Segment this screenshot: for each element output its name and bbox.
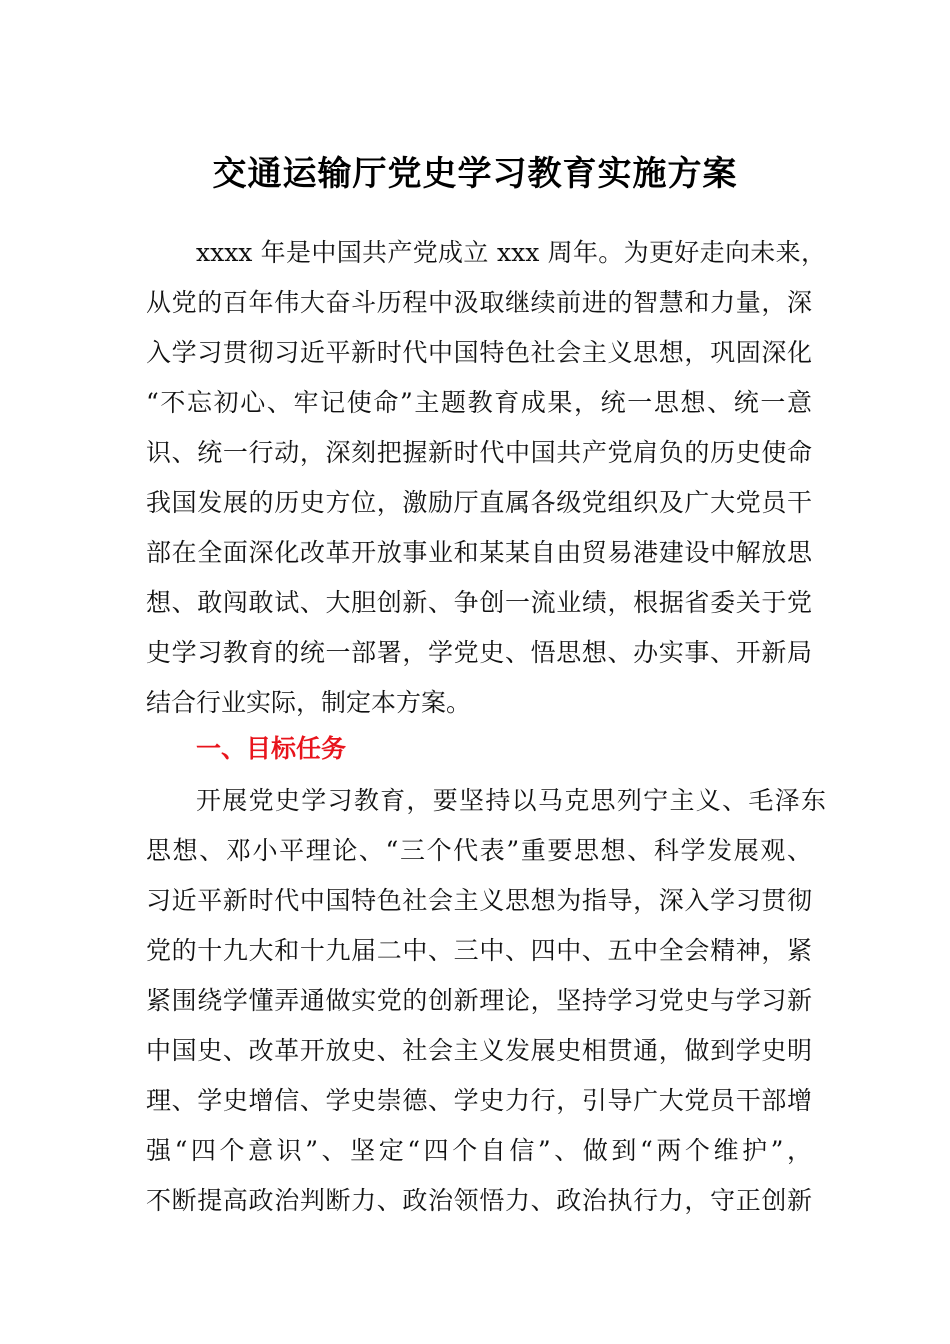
section-heading: 一、目标任务: [196, 734, 347, 763]
intro-line: 结合行业实际，制定本方案。: [146, 688, 472, 717]
document-title: 交通运输厅党史学习教育实施方案: [212, 154, 738, 194]
section-line: 紧围绕学懂弄通做实党的创新理论，坚持学习党史与学习新: [146, 986, 812, 1015]
intro-line: “不忘初心、牢记使命”主题教育成果，统一思想、统一意: [146, 388, 812, 417]
section-line: 党的十九大和十九届二中、三中、四中、五中全会精神，紧: [146, 936, 812, 965]
section-line: 开展党史学习教育，要坚持以马克思列宁主义、毛泽东: [196, 786, 826, 815]
section-line: 中国史、改革开放史、社会主义发展史相贯通，做到学史明: [146, 1036, 812, 1065]
section-line: 习近平新时代中国特色社会主义思想为指导，深入学习贯彻: [146, 886, 812, 915]
section-line: 强“四个意识”、坚定“四个自信”、做到“两个维护”，: [146, 1136, 812, 1165]
section-line: 思想、邓小平理论、“三个代表”重要思想、科学发展观、: [146, 836, 812, 865]
intro-line: 我国发展的历史方位，激励厅直属各级党组织及广大党员干: [146, 488, 812, 517]
intro-line: 史学习教育的统一部署，学党史、悟思想、办实事、开新局: [146, 638, 812, 667]
intro-line: 想、敢闯敢试、大胆创新、争创一流业绩，根据省委关于党: [146, 588, 812, 617]
intro-line: 从党的百年伟大奋斗历程中汲取继续前进的智慧和力量，深: [146, 288, 812, 317]
section-line: 理、学史增信、学史崇德、学史力行，引导广大党员干部增: [146, 1086, 812, 1115]
section-line: 不断提高政治判断力、政治领悟力、政治执行力，守正创新: [146, 1186, 812, 1215]
intro-line: 入学习贯彻习近平新时代中国特色社会主义思想，巩固深化: [146, 338, 812, 367]
intro-line: 部在全面深化改革开放事业和某某自由贸易港建设中解放思: [146, 538, 812, 567]
intro-line: 识、统一行动，深刻把握新时代中国共产党肩负的历史使命: [146, 438, 812, 467]
intro-line: xxxx 年是中国共产党成立 xxx 周年。为更好走向未来，: [196, 238, 826, 267]
